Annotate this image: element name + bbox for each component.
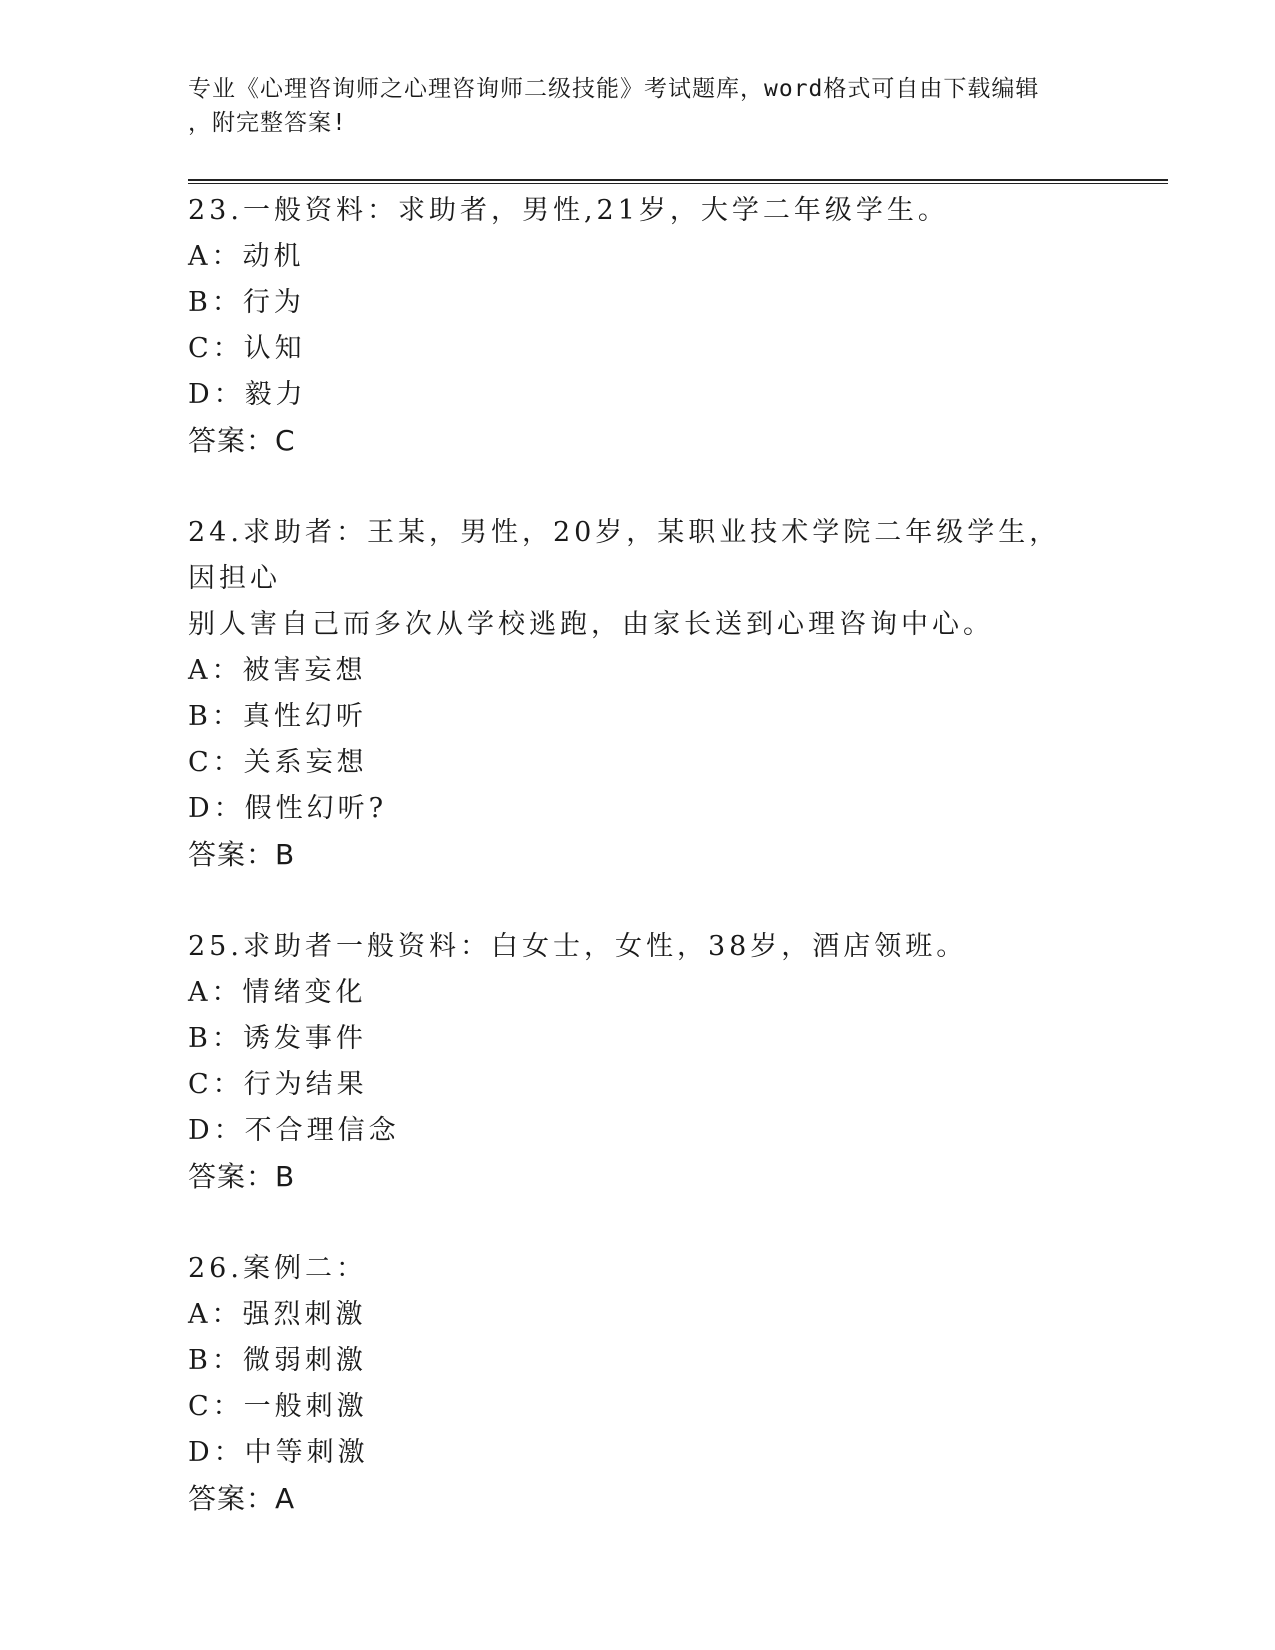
option-d: D：假性幻听? bbox=[188, 793, 388, 824]
option-a: A：情绪变化 bbox=[188, 977, 367, 1008]
answer-line: 答案：B bbox=[188, 838, 296, 871]
option-d: D：中等刺激 bbox=[188, 1437, 369, 1468]
header-line-1: 专业《心理咨询师之心理咨询师二级技能》考试题库，word格式可自由下载编辑 bbox=[188, 76, 1040, 102]
option-c: C：行为结果 bbox=[188, 1069, 368, 1100]
option-d: D：毅力 bbox=[188, 379, 307, 410]
option-a: A：强烈刺激 bbox=[188, 1299, 367, 1330]
question-list bbox=[188, 188, 1088, 1568]
question-stem: 26.案例二： bbox=[188, 1253, 367, 1284]
question-stem: 25.求助者一般资料：白女士，女性，38岁，酒店领班。 bbox=[188, 931, 968, 962]
option-a: A：动机 bbox=[188, 241, 305, 272]
option-c: C：认知 bbox=[188, 333, 306, 364]
option-b: B：微弱刺激 bbox=[188, 1345, 367, 1376]
option-c: C：关系妄想 bbox=[188, 747, 368, 778]
option-a: A：被害妄想 bbox=[188, 655, 367, 686]
header-line-2: ，附完整答案! bbox=[188, 110, 347, 136]
answer-line: 答案：A bbox=[188, 1482, 296, 1515]
option-d: D：不合理信念 bbox=[188, 1115, 400, 1146]
answer-line: 答案：B bbox=[188, 1160, 296, 1193]
option-c: C：一般刺激 bbox=[188, 1391, 368, 1422]
question-26 bbox=[188, 1246, 1088, 1522]
question-23 bbox=[188, 188, 1088, 464]
question-24 bbox=[188, 510, 1088, 878]
header-divider bbox=[188, 179, 1168, 185]
option-b: B：诱发事件 bbox=[188, 1023, 367, 1054]
answer-line: 答案：C bbox=[188, 424, 296, 457]
question-25 bbox=[188, 924, 1088, 1200]
option-b: B：行为 bbox=[188, 287, 305, 318]
question-stem: 23.一般资料：求助者，男性,21岁，大学二年级学生。 bbox=[188, 195, 949, 226]
document-header bbox=[188, 72, 1068, 140]
option-b: B：真性幻听 bbox=[188, 701, 367, 732]
question-stem: 24.求助者：王某，男性，20岁，某职业技术学院二年级学生，因担心 别人害自己而多次从学校逃跑，由家长送到心理咨询中心。 bbox=[188, 517, 1061, 640]
